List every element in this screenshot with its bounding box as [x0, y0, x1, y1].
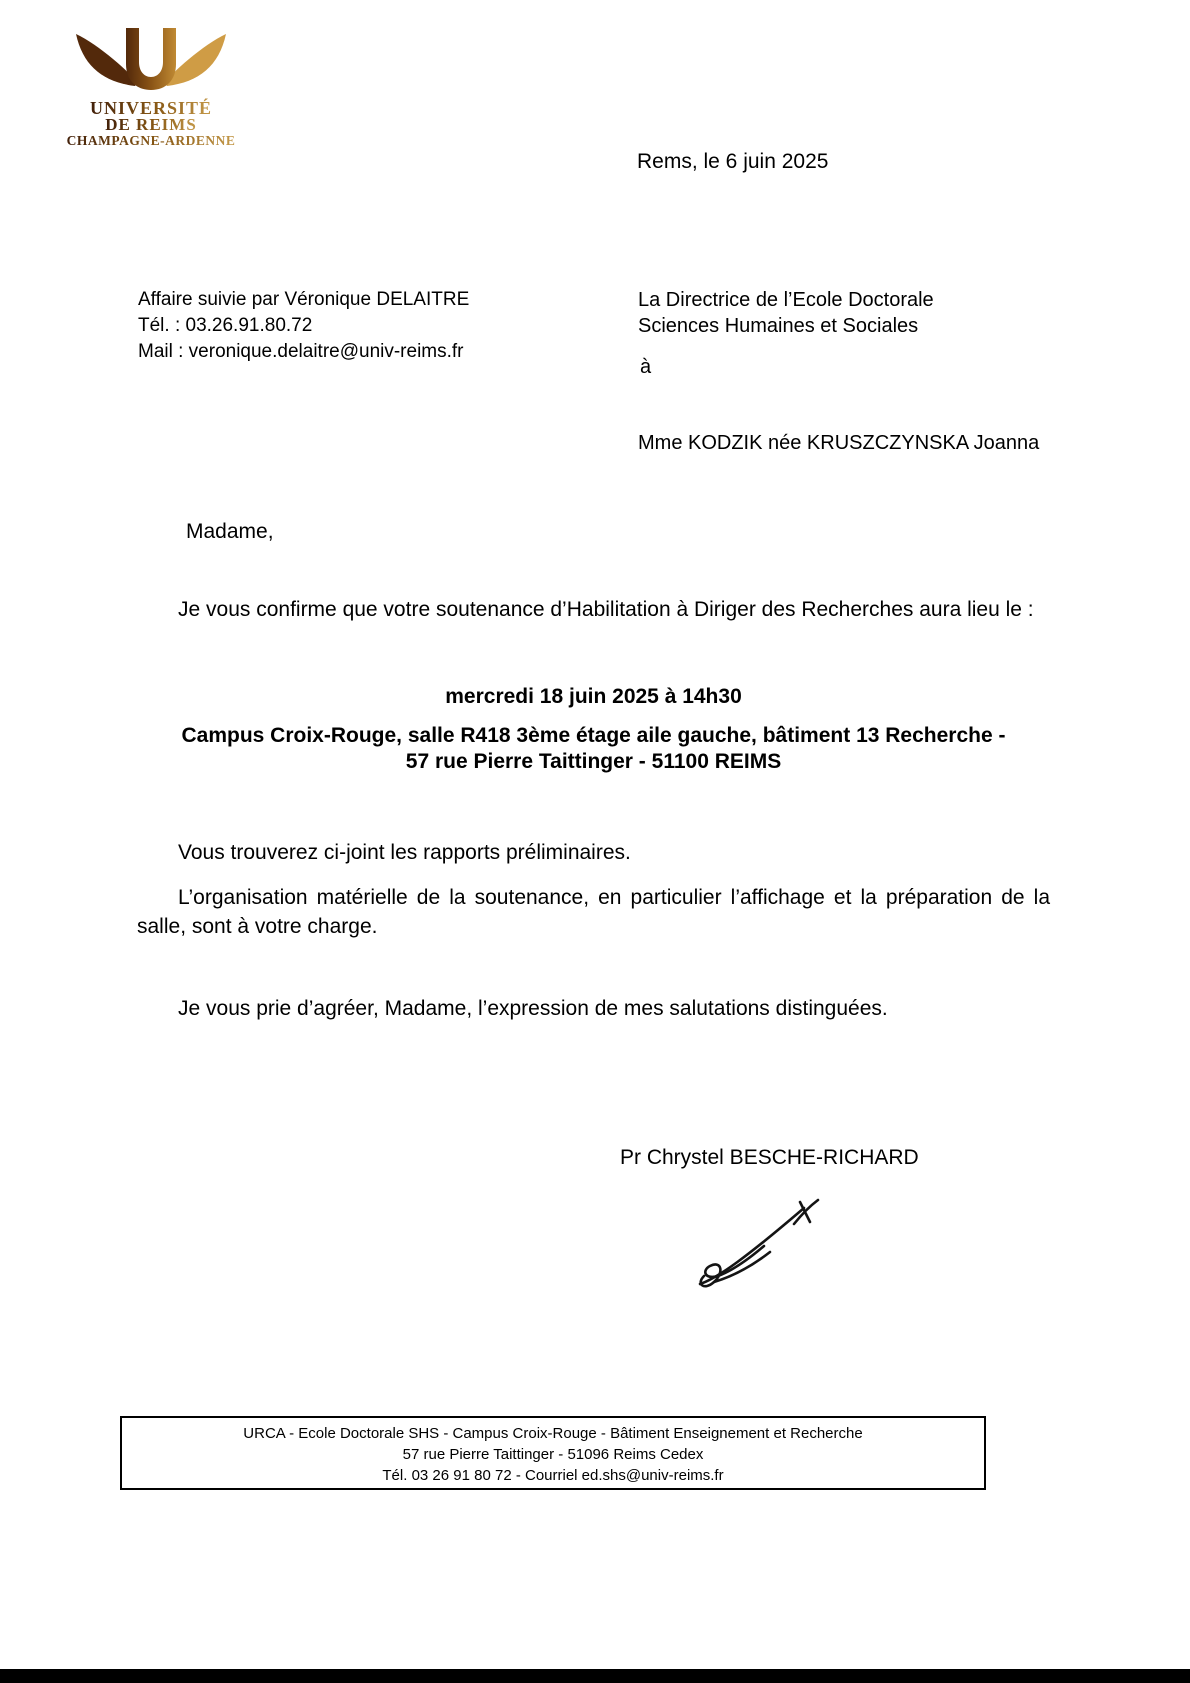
scan-artifact-bar	[0, 1669, 1190, 1683]
signer-name: Pr Chrystel BESCHE-RICHARD	[620, 1146, 919, 1169]
recipient-preposition: à	[640, 356, 652, 378]
urca-logo	[55, 22, 315, 154]
recipient-title-line2: Sciences Humaines et Sociales	[638, 315, 919, 337]
date-line: Rems, le 6 juin 2025	[637, 150, 829, 173]
footer-address-box	[120, 1416, 986, 1490]
body-paragraph-confirmation: Je vous confirme que votre soutenance d’Habilitation à Diriger des Recherches aura lieu le :	[178, 598, 1034, 621]
body-paragraph-organisation: L’organisation matérielle de la soutenance, en particulier l’affichage et la préparation de la salle, sont à votre charge.	[137, 886, 1050, 938]
footer-line2: 57 rue Pierre Taittinger - 51096 Reims Cedex	[402, 1446, 704, 1463]
closing-sentence: Je vous prie d’agréer, Madame, l’expression de mes salutations distinguées.	[178, 997, 888, 1020]
sender-contact-block	[138, 287, 469, 365]
signature-strokes	[700, 1200, 818, 1286]
sender-contact-person: Affaire suivie par Véronique DELAITRE	[138, 289, 470, 310]
handwritten-signature	[690, 1196, 825, 1296]
body-paragraph-reports: Vous trouverez ci-joint les rapports préliminaires.	[178, 841, 631, 864]
sender-phone: Tél. : 03.26.91.80.72	[138, 315, 313, 336]
logo-text-champagne-ardenne: CHAMPAGNE-ARDENNE	[66, 133, 236, 148]
recipient-block	[638, 287, 934, 339]
event-datetime: mercredi 18 juin 2025 à 14h30	[445, 685, 742, 708]
recipient-title-line1: La Directrice de l’Ecole Doctorale	[638, 289, 934, 311]
event-location	[137, 723, 1050, 775]
salutation: Madame,	[186, 520, 274, 543]
logo-fan-u	[126, 28, 176, 90]
sender-email: Mail : veronique.delaitre@univ-reims.fr	[138, 341, 464, 362]
event-location-line1: Campus Croix-Rouge, salle R418 3ème étage aile gauche, bâtiment 13 Recherche -	[181, 724, 1006, 747]
logo-text-de-reims: DE REIMS	[105, 115, 197, 134]
recipient-name: Mme KODZIK née KRUSZCZYNSKA Joanna	[638, 432, 1040, 454]
event-location-line2: 57 rue Pierre Taittinger - 51100 REIMS	[405, 750, 782, 773]
logo-text-universite: UNIVERSITÉ	[89, 98, 213, 118]
footer-line1: URCA - Ecole Doctorale SHS - Campus Croix-Rouge - Bâtiment Enseignement et Recherche	[243, 1425, 863, 1442]
footer-line3: Tél. 03 26 91 80 72 - Courriel ed.shs@univ-reims.fr	[382, 1467, 724, 1484]
